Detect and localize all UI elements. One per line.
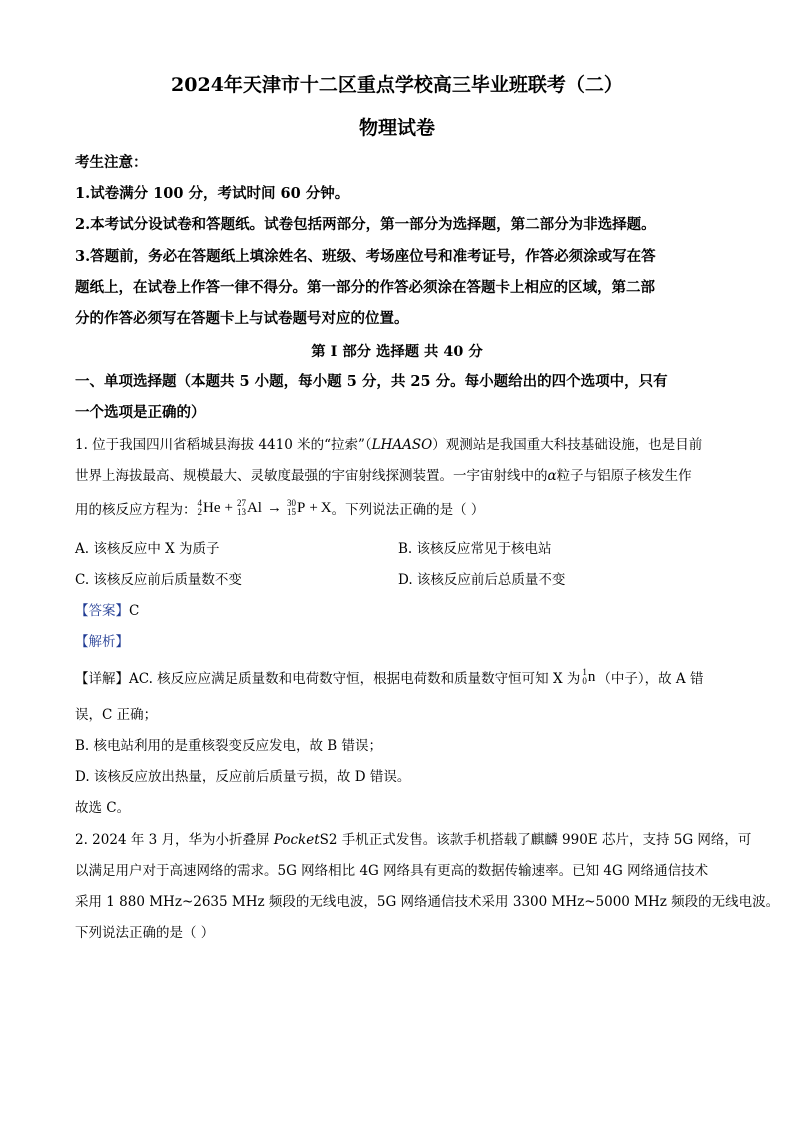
aluminum-nucleus: 27 13 Al — [236, 498, 262, 517]
neutron-symbol: 1 0 n — [582, 667, 596, 686]
conclusion: 故选 C。 — [75, 800, 131, 816]
notice-item: 3.答题前，务必在答题纸上填涂姓名、班级、考场座位号和准考证号，作答必须涂或写在答 — [75, 248, 656, 265]
q2-stem-line2: 以满足用户对于高速网络的需求。5G 网络相比 4G 网络具有更高的数据传输速率。已知 4G 网络通信技术 — [75, 863, 709, 879]
page-subtitle: 物理试卷 — [358, 117, 435, 139]
detail-line3: B. 核电站利用的是重核裂变反应发电，故 B 错误； — [75, 738, 383, 754]
analysis-label: 【解析】 — [75, 634, 129, 650]
notice-heading: 考生注意： — [75, 154, 148, 171]
detail-line4: D. 该核反应放出热量，反应前后质量亏损，故 D 错误。 — [75, 769, 411, 785]
notice-item: 题纸上，在试卷上作答一律不得分。第一部分的作答必须涂在答题卡上相应的区域，第二部 — [75, 279, 655, 296]
option-b: B. 该核反应常见于核电站 — [398, 541, 552, 557]
detail-line2: 误，C 正确； — [75, 707, 158, 723]
detail-line1: 【详解】 AC. 核反应应满足质量数和电荷数守恒，根据电荷数和质量数守恒可知 X 为 1 0 n （中子），故 A 错 — [75, 667, 704, 687]
option-d: D. 该核反应前后总质量不变 — [398, 572, 566, 588]
q2-stem-line1: 2. 2024 年 3 月，华为小折叠屏 PocketS2 手机正式发售。该款手机搭载了麒麟 990E 芯片，支持 5G 网络，可 — [75, 832, 752, 848]
section-instruction: 一、单项选择题（本题共 5 小题，每小题 5 分，共 25 分。每小题给出的四个选项中，只有 — [75, 373, 668, 390]
notice-item: 1.试卷满分 100 分，考试时间 60 分钟。 — [75, 185, 350, 202]
q1-stem-line3: 用的核反应方程为： 4 2 He + 27 13 Al → 30 15 P + X 。下列说法正确的是（ ） — [75, 498, 485, 518]
q2-stem-line3: 采用 1 880 MHz~2635 MHz 频段的无线电波，5G 网络通信技术采用 3300 MHz~5000 MHz 频段的无线电波。 — [75, 894, 780, 910]
q1-stem-line1: 1. 位于我国四川省稻城县海拔 4410 米的“拉索”（LHAASO）观测站是我国重大科技基础设施，也是目前 — [75, 437, 703, 453]
nuclear-equation: 4 2 He + 27 13 Al → 30 15 P + X — [197, 498, 332, 517]
phosphorus-nucleus: 30 15 P — [286, 498, 306, 517]
notice-item: 分的作答必须写在答题卡上与试卷题号对应的位置。 — [75, 310, 409, 327]
arrow-icon: → — [266, 499, 282, 516]
page-title: 2024年天津市十二区重点学校高三毕业班联考（二） — [171, 74, 623, 96]
part-heading: 第 I 部分 选择题 共 40 分 — [311, 344, 483, 360]
answer: 【答案】C — [75, 603, 140, 619]
option-c: C. 该核反应前后质量数不变 — [75, 572, 242, 588]
q1-stem-line2: 世界上海拔最高、规模最大、灵敏度最强的宇宙射线探测装置。一宇宙射线中的α粒子与铝原子核发生作 — [75, 468, 692, 484]
helium-nucleus: 4 2 He — [197, 498, 221, 517]
section-instruction-cont: 一个选项是正确的） — [75, 404, 206, 421]
notice-item: 2.本考试分设试卷和答题纸。试卷包括两部分，第一部分为选择题，第二部分为非选择题。 — [75, 216, 656, 233]
q2-stem-line4: 下列说法正确的是（ ） — [75, 925, 215, 941]
option-a: A. 该核反应中 X 为质子 — [75, 541, 220, 557]
